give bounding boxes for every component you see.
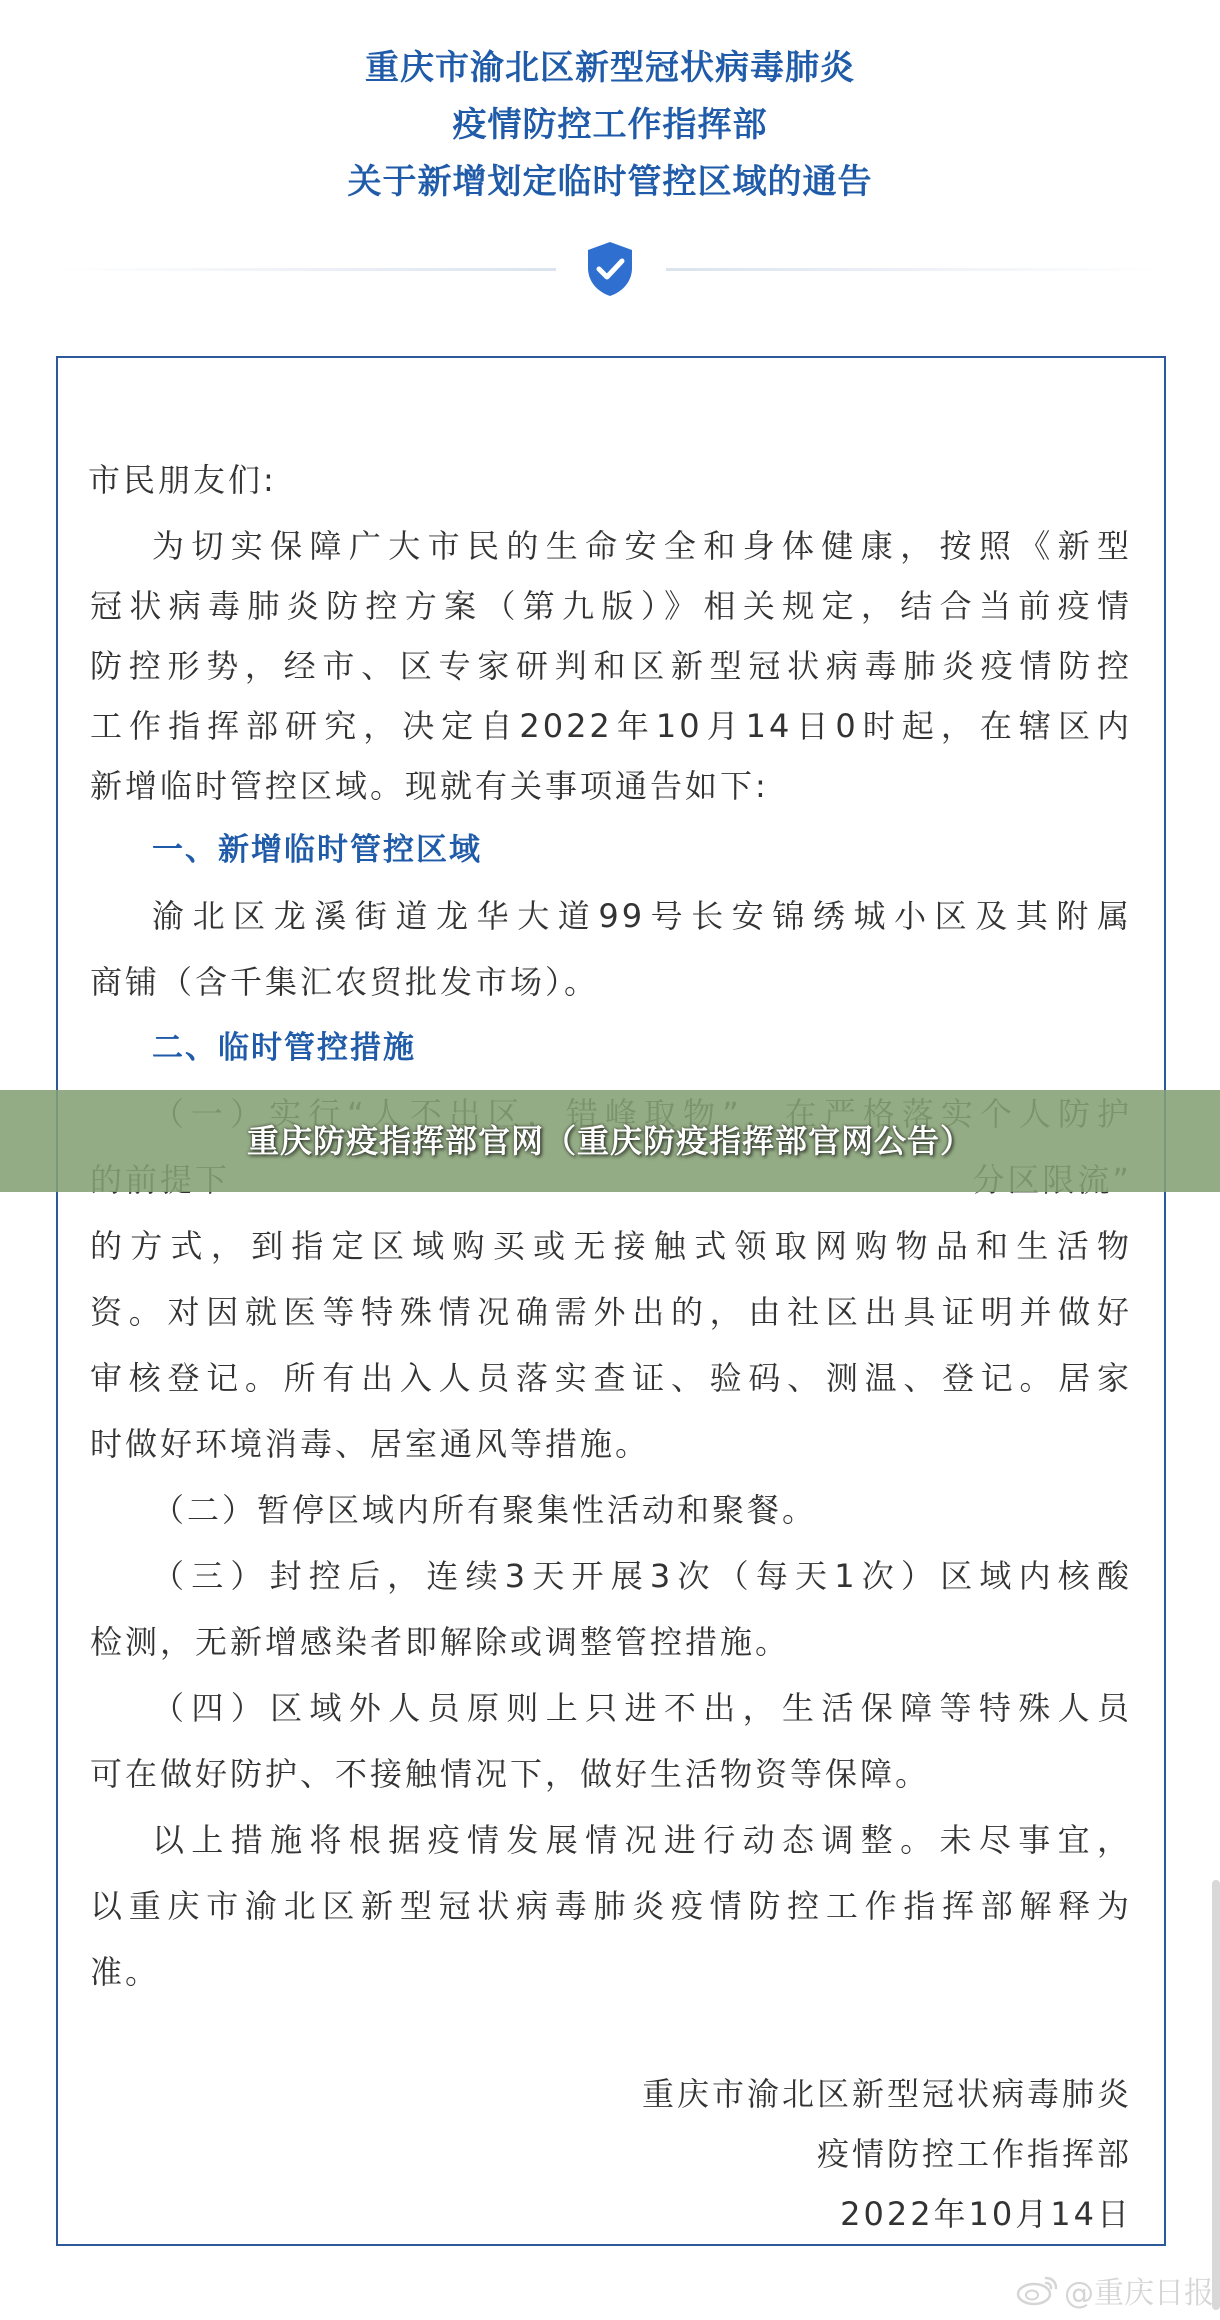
salutation: 市民朋友们:: [88, 461, 277, 499]
paragraph-line: 资。对因就医等特殊情况确需外出的，由社区出具证明并做好: [90, 1293, 1132, 1331]
title-overlay-banner: [0, 1090, 1220, 1192]
paragraph-line: 可在做好防护、不接触情况下，做好生活物资等保障。: [90, 1755, 931, 1793]
paragraph-line: （二）暂停区域内所有聚集性活动和聚餐。: [152, 1491, 818, 1529]
notice-body: [56, 356, 1166, 2246]
watermark-text: @重庆日报: [1064, 2276, 1214, 2311]
signature-date: 2022年10月14日: [840, 2195, 1132, 2233]
paragraph-line: （四）区域外人员原则上只进不出，生活保障等特殊人员: [152, 1689, 1132, 1727]
paragraph-line: 检测，无新增感染者即解除或调整管控措施。: [90, 1623, 791, 1661]
header-title-line-3: 关于新增划定临时管控区域的通告: [347, 162, 873, 202]
paragraph-line: 商铺（含千集汇农贸批发市场）。: [90, 963, 600, 1001]
section-heading-1: 一、新增临时管控区域: [152, 832, 482, 868]
overlay-title: 重庆防疫指挥部官网（重庆防疫指挥部官网公告）: [246, 1122, 973, 1160]
watermark: [1016, 2268, 1214, 2312]
signature-org-line-1: 重庆市渝北区新型冠状病毒肺炎: [641, 2075, 1132, 2113]
paragraph-line: 以重庆市渝北区新型冠状病毒肺炎疫情防控工作指挥部解释为: [90, 1887, 1132, 1925]
paragraph-line: 渝北区龙溪街道龙华大道99号长安锦绣城小区及其附属: [152, 897, 1132, 935]
paragraph-line: （三）封控后，连续3天开展3次（每天1次）区域内核酸: [152, 1557, 1132, 1595]
section-heading-2: 二、临时管控措施: [152, 1030, 416, 1066]
paragraph-line: 准。: [90, 1953, 161, 1991]
header-title-line-2: 疫情防控工作指挥部: [452, 105, 768, 145]
scrollbar-thumb[interactable]: [1212, 1880, 1220, 2310]
header-divider-left: [58, 268, 556, 271]
paragraph-line: 新增临时管控区域。现就有关事项通告如下:: [90, 767, 769, 805]
paragraph-line: 为切实保障广大市民的生命安全和身体健康，按照《新型: [152, 527, 1132, 565]
paragraph-line: 时做好环境消毒、居室通风等措施。: [90, 1425, 651, 1463]
header-title-line-1: 重庆市渝北区新型冠状病毒肺炎: [365, 48, 855, 88]
signature-org-line-2: 疫情防控工作指挥部: [816, 2135, 1132, 2173]
header-divider-right: [666, 268, 1164, 271]
weibo-logo-icon: [1016, 2274, 1058, 2306]
paragraph-line: 防控形势，经市、区专家研判和区新型冠状病毒肺炎疫情防控: [90, 647, 1132, 685]
paragraph-line: 审核登记。所有出入人员落实查证、验码、测温、登记。居家: [90, 1359, 1132, 1397]
shield-check-icon: [584, 240, 636, 298]
paragraph-line: 工作指挥部研究，决定自2022年10月14日0时起，在辖区内: [90, 707, 1132, 745]
paragraph-line: 以上措施将根据疫情发展情况进行动态调整。未尽事宜，: [152, 1821, 1132, 1859]
paragraph-line: 的方式，到指定区域购买或无接触式领取网购物品和生活物: [90, 1227, 1132, 1265]
notice-header: [0, 40, 1220, 211]
paragraph-line: 冠状病毒肺炎防控方案（第九版）》相关规定，结合当前疫情: [90, 587, 1132, 625]
